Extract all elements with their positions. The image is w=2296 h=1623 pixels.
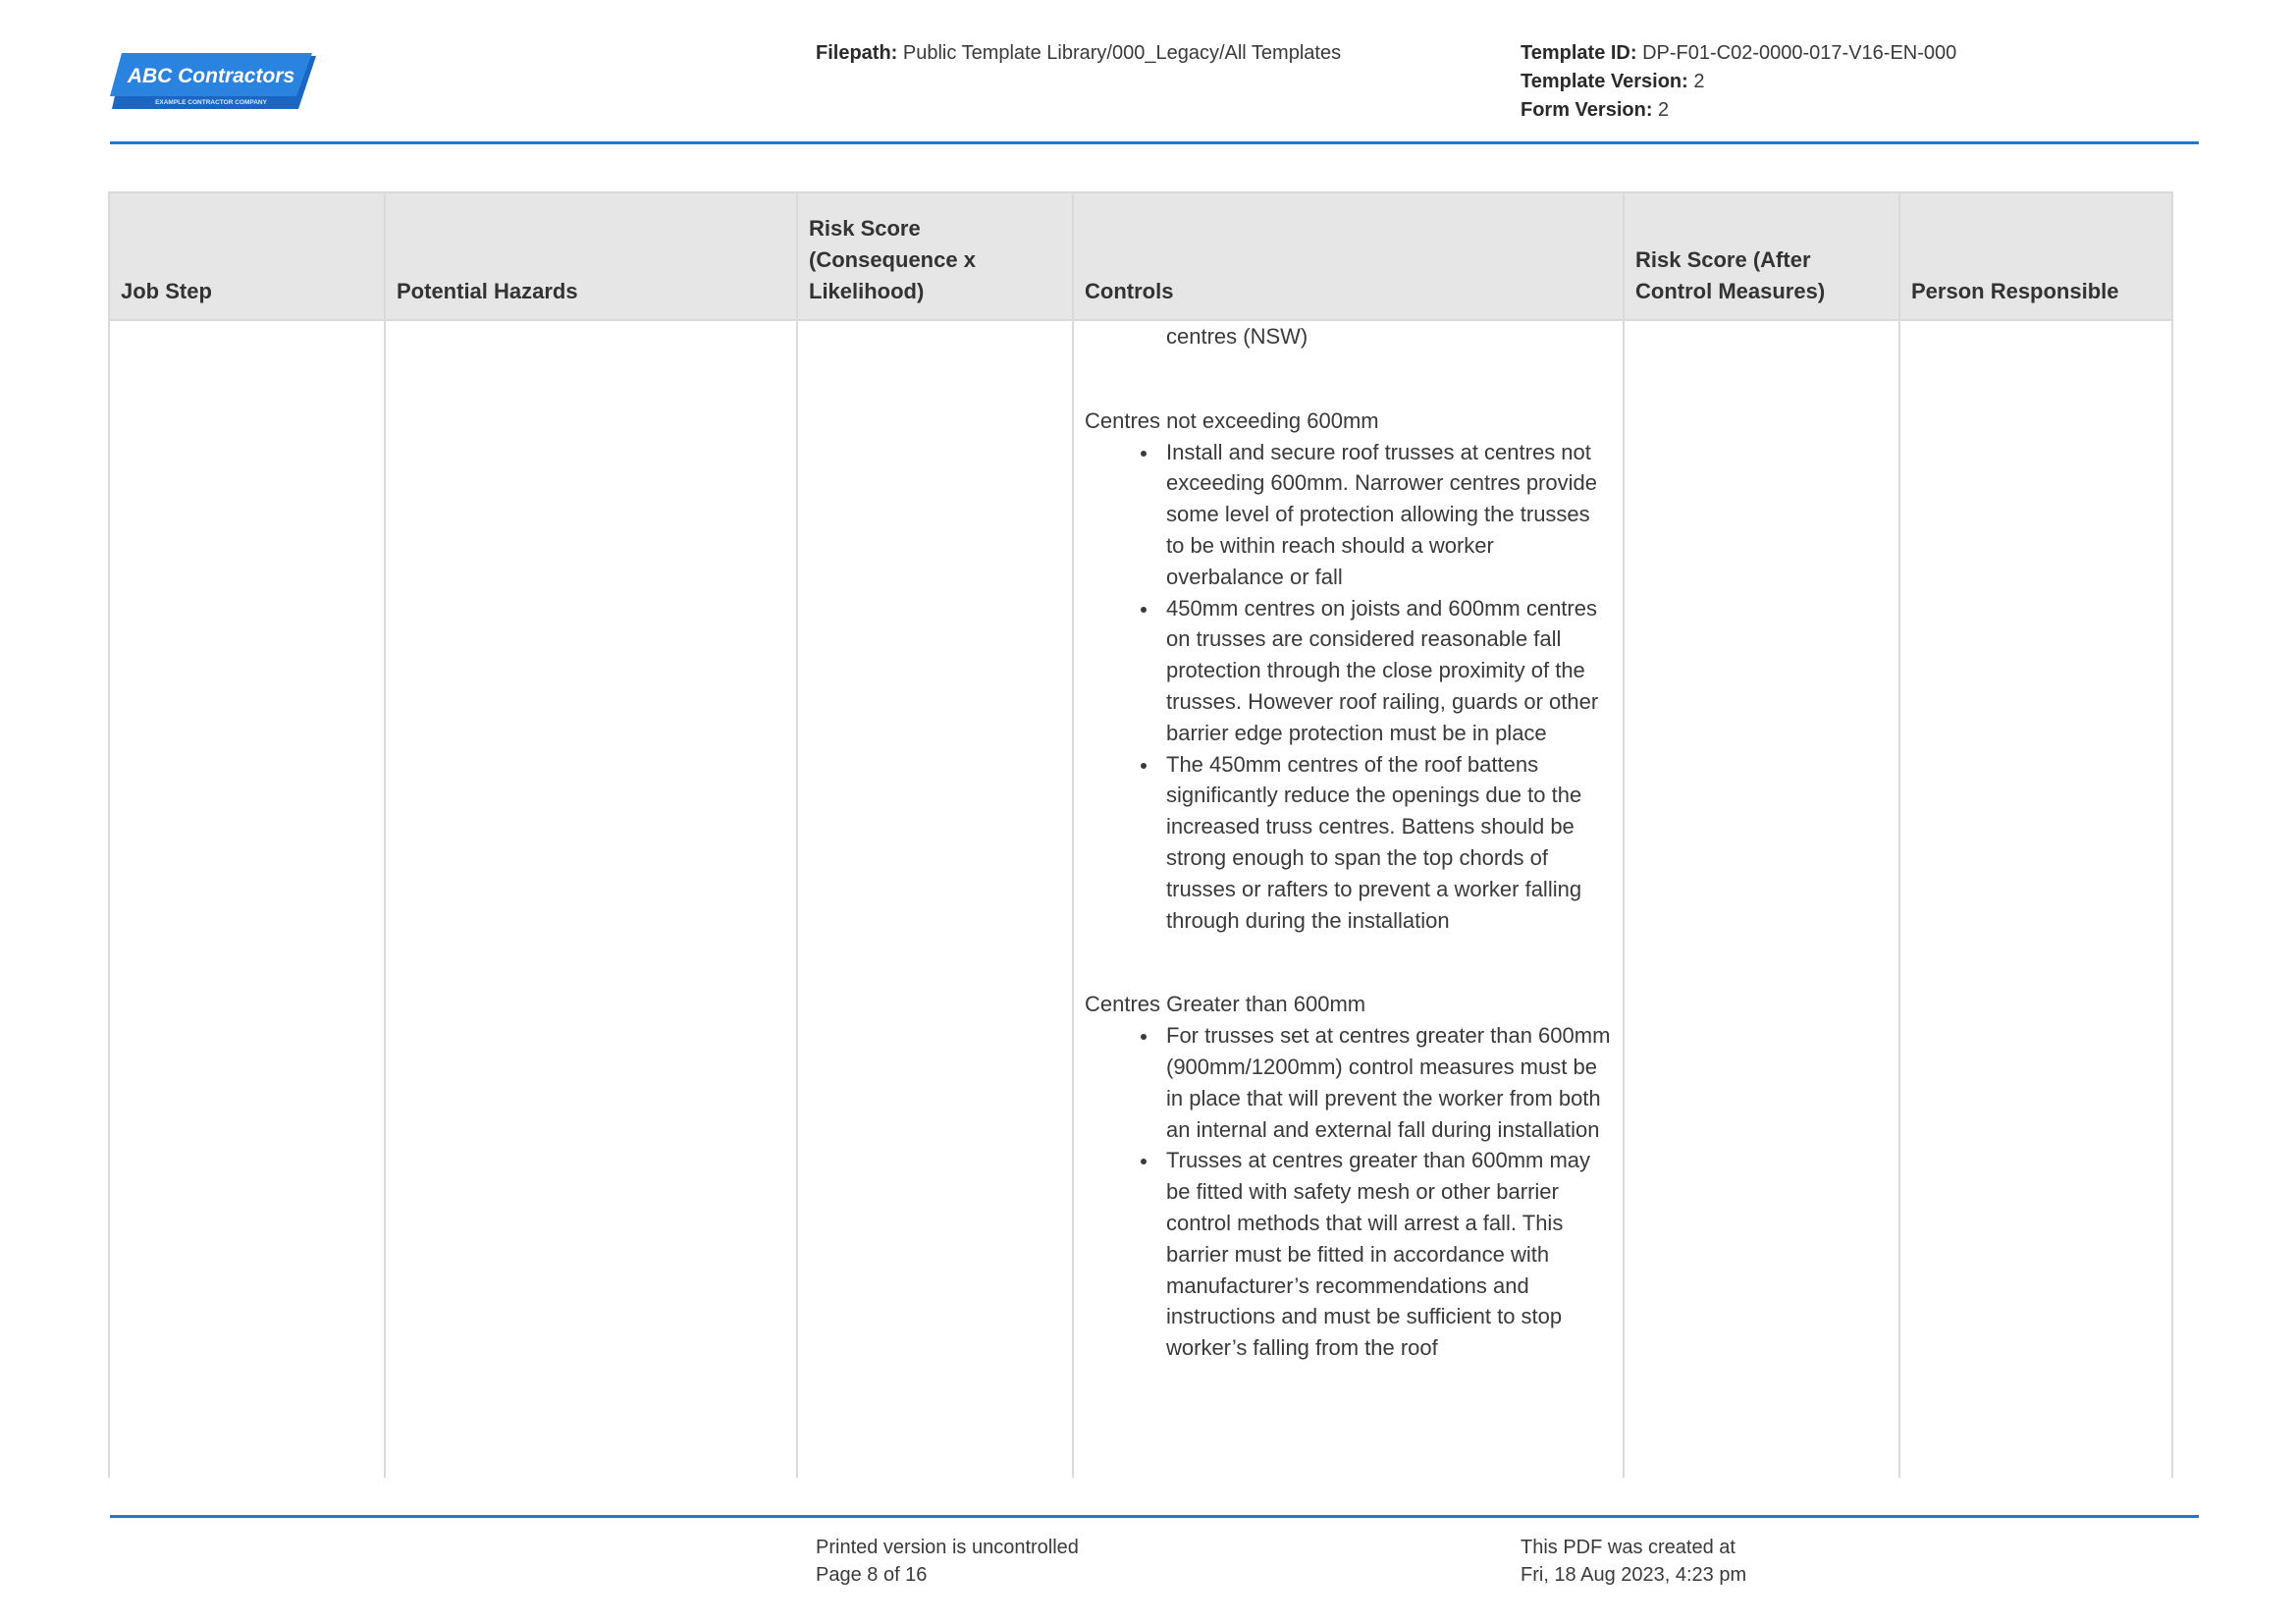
col-header-job-step: Job Step xyxy=(109,192,385,320)
cell-risk-score-after xyxy=(1624,320,1899,1478)
col-header-potential-hazards: Potential Hazards xyxy=(385,192,797,320)
cell-risk-score xyxy=(797,320,1073,1478)
template-id xyxy=(1521,39,1956,68)
col-header-risk-score: Risk Score (Consequence x Likelihood) xyxy=(797,192,1073,320)
filepath-value: Public Template Library/000_Legacy/All Templates xyxy=(902,42,1342,64)
controls-bullet: 450mm centres on joists and 600mm centres on trusses are considered reasonable fall protection through the close proximity of the trusses. However roof railing, guards or other barrier edge protection must be in place xyxy=(1085,593,1613,749)
company-logo xyxy=(110,53,318,112)
controls-section-title: Centres Greater than 600mm xyxy=(1085,992,1366,1017)
created-label: This PDF was created at xyxy=(1521,1537,1735,1558)
logo-tagline: EXAMPLE CONTRACTOR COMPANY xyxy=(155,99,267,106)
col-header-controls: Controls xyxy=(1073,192,1624,320)
form-version-label: Form Version: xyxy=(1521,99,1653,121)
page-number: Page 8 of 16 xyxy=(816,1564,928,1586)
footer-right xyxy=(1521,1534,1746,1589)
controls-bullet-list xyxy=(1085,1020,1613,1364)
controls-continued-line: centres (NSW) xyxy=(1166,324,1308,349)
controls-bullet-list xyxy=(1085,437,1613,937)
logo-name: ABC Contractors xyxy=(127,65,295,87)
template-info xyxy=(1521,39,1956,125)
template-version-label: Template Version: xyxy=(1521,71,1688,92)
template-id-value: DP-F01-C02-0000-017-V16-EN-000 xyxy=(1642,42,1957,64)
form-version-value: 2 xyxy=(1658,99,1670,121)
uncontrolled-notice: Printed version is uncontrolled xyxy=(816,1537,1079,1558)
footer-left xyxy=(816,1534,1079,1589)
controls-bullet: The 450mm centres of the roof battens significantly reduce the openings due to the increased truss centres. Battens should be strong enough to span the top chords of trusses or rafters to prevent a worker falling through during the installation xyxy=(1085,749,1613,937)
header-divider xyxy=(110,141,2199,144)
col-header-person-responsible: Person Responsible xyxy=(1899,192,2172,320)
created-date: Fri, 18 Aug 2023, 4:23 pm xyxy=(1521,1564,1747,1586)
form-version xyxy=(1521,96,1956,125)
cell-potential-hazards xyxy=(385,320,797,1478)
table-row xyxy=(109,320,2172,1478)
cell-job-step xyxy=(109,320,385,1478)
cell-person-responsible xyxy=(1899,320,2172,1478)
controls-bullet: Install and secure roof trusses at centres not exceeding 600mm. Narrower centres provide some level of protection allowing the trusses to be within reach should a worker overbalance or fall xyxy=(1085,437,1613,593)
template-version xyxy=(1521,68,1956,96)
cell-controls xyxy=(1073,320,1624,1478)
col-header-risk-score-after: Risk Score (After Control Measures) xyxy=(1624,192,1899,320)
controls-bullet: Trusses at centres greater than 600mm may be fitted with safety mesh or other barrier control methods that will arrest a fall. This barrier must be fitted in accordance with manufacturer’s recommendations and instructions and must be sufficient to stop worker’s falling from the roof xyxy=(1085,1145,1613,1364)
company-logo-graphic xyxy=(110,53,318,112)
footer-divider xyxy=(110,1515,2199,1518)
controls-content xyxy=(1085,321,1613,1364)
controls-bullet: For trusses set at centres greater than 600mm (900mm/1200mm) control measures must be in place that will prevent the worker from both an internal and external fall during installation xyxy=(1085,1020,1613,1145)
filepath xyxy=(816,39,1341,68)
template-version-value: 2 xyxy=(1693,71,1705,92)
table-header-row xyxy=(109,192,2172,320)
risk-assessment-table xyxy=(108,191,2173,1478)
controls-section-title: Centres not exceeding 600mm xyxy=(1085,407,1379,433)
template-id-label: Template ID: xyxy=(1521,42,1637,64)
filepath-label: Filepath: xyxy=(816,42,898,64)
